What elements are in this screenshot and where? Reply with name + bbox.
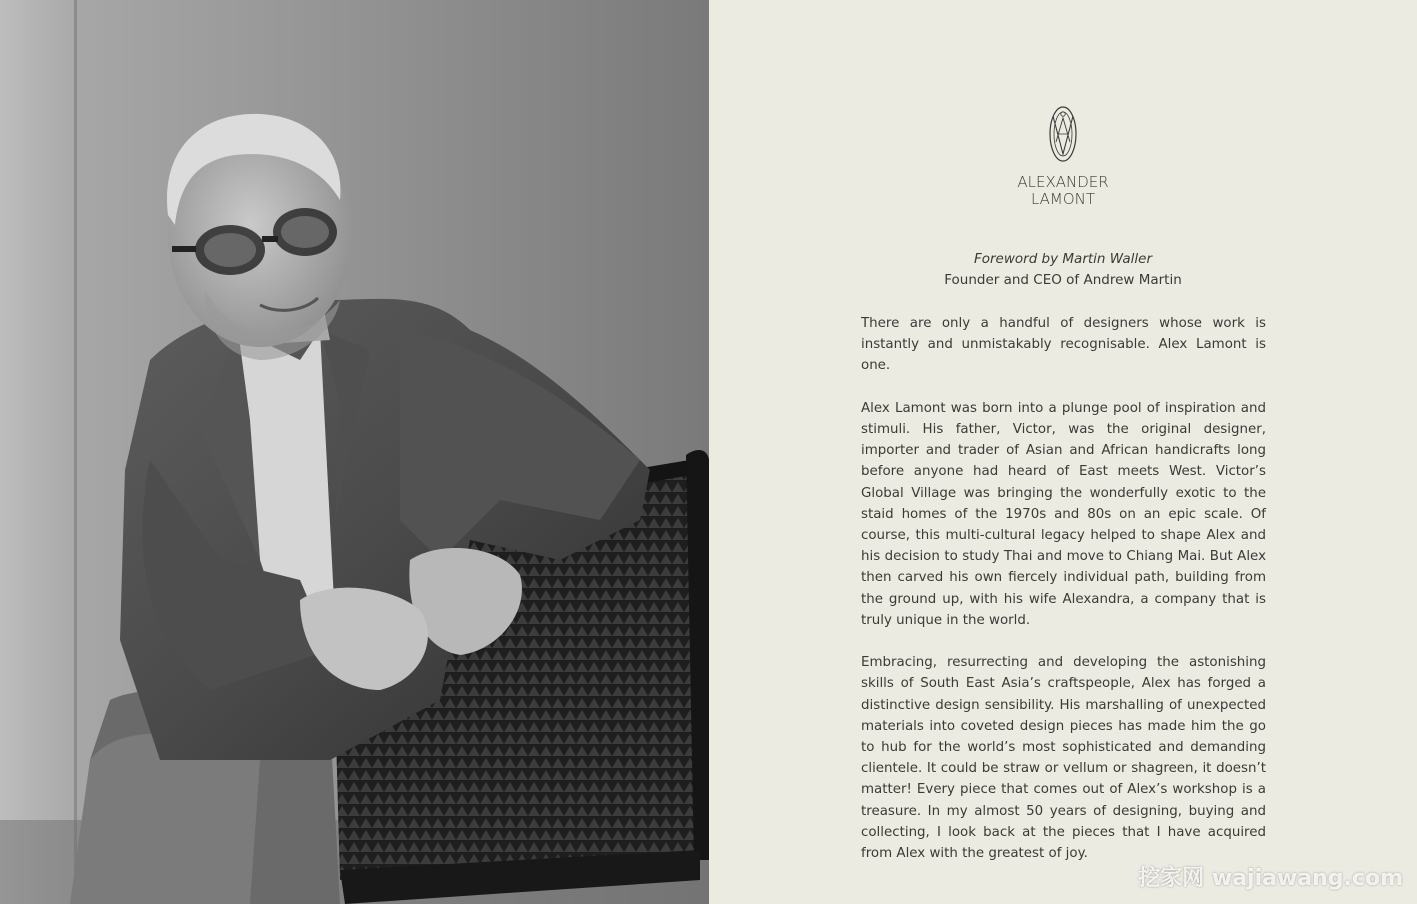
brand-logo: [709, 104, 1417, 208]
paragraph-1: There are only a handful of designers whose work is instantly and unmistakably recognisable. Alex Lamont is one.: [861, 316, 1266, 374]
logo-line-2: LAMONT: [1030, 190, 1096, 208]
paragraph-2: Alex Lamont was born into a plunge pool of inspiration and stimuli. His father, Victor, was the original designer, importer and trader of Asian and African handicrafts long before anyone had heard of East meets West. Victor’s Global Village was bringing the wonderfully exotic to the staid homes of the 1970s and 80s on an epic scale. Of course, this multi-cultural legacy helped to shape Alex and his decision to study Thai and move to Chiang Mai. But Alex then carved his own fiercely individual path, building from the ground up, with his wife Alexandra, a company that is truly unique in the world.: [861, 400, 1266, 628]
foreword-header: [709, 249, 1417, 291]
foreword-byline: Foreword by Martin Waller: [973, 251, 1153, 267]
logo-line-1: ALEXANDER: [1017, 173, 1109, 191]
paragraph-3: Embracing, resurrecting and developing the astonishing skills of South East Asia’s craftspeople, Alex has forged a distinctive design sensibility. His marshalling of unexpected materials into coveted design pieces has made him the go to hub for the world’s most sophisticated and demanding clientele. It could be straw or vellum or shagreen, it doesn’t matter! Every piece that comes out of Alex’s workshop is a treasure. In my almost 50 years of designing, buying and collecting, I look back at the pieces that I have acquired from Alex with the greatest of joy.: [861, 655, 1266, 862]
monogram-icon: [1047, 104, 1079, 164]
foreword-body: [861, 313, 1266, 885]
foreword-role: Founder and CEO of Andrew Martin: [944, 272, 1182, 288]
foreword-page: [709, 0, 1417, 904]
site-watermark: 挖家网 wajiawang.com: [1138, 866, 1403, 891]
